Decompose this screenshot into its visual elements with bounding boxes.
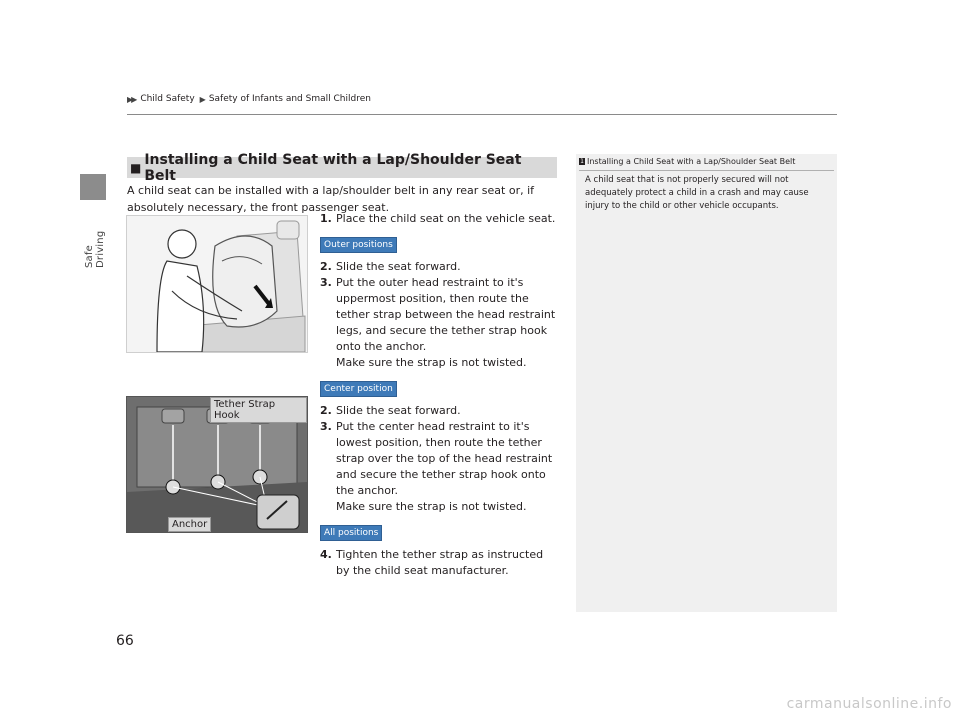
step-2-center	[320, 403, 560, 419]
breadcrumb-item-infants[interactable]: Safety of Infants and Small Children	[208, 94, 371, 104]
sidebar-label: Safe Driving	[84, 230, 106, 268]
all-positions-tag: All positions	[320, 525, 382, 541]
breadcrumb-item-child-safety[interactable]: Child Safety	[140, 94, 195, 104]
note-body: A child seat that is not properly secured will not adequately protect a child in a crash and may cause injury to the child or other vehicle occupants.	[585, 175, 809, 211]
watermark: carmanualsonline.info	[786, 696, 952, 712]
callout-tether-strap-hook: Tether Strap Hook	[210, 397, 307, 423]
breadcrumb-arrow-icon: ▶▶	[127, 94, 136, 104]
intro-paragraph: A child seat can be installed with a lap/shoulder belt in any rear seat or, if absolutely necessary, the front passenger seat.	[127, 184, 535, 214]
breadcrumb	[127, 94, 371, 104]
step-text: Place the child seat on the vehicle seat.	[336, 212, 556, 225]
section-square-icon: ■	[130, 160, 142, 175]
note-title-text[interactable]: Installing a Child Seat with a Lap/Shoulder Seat Belt	[587, 157, 796, 166]
note-reference-icon: 1	[580, 158, 584, 165]
note-title	[579, 157, 834, 166]
step-4	[320, 547, 560, 579]
section-title: Installing a Child Seat with a Lap/Shoulder Seat Belt	[144, 151, 522, 184]
step-number: 4.	[320, 548, 332, 561]
step-text	[336, 419, 560, 515]
callout-anchor: Anchor	[168, 517, 211, 532]
step-text	[336, 275, 560, 371]
step-number: 2.	[320, 404, 332, 417]
step-text-main: Put the outer head restraint to it's uppermost position, then route the tether strap between the head restraint legs, and secure the tether strap hook onto the anchor.	[336, 276, 556, 353]
child-seat-installation-illustration	[126, 215, 308, 353]
step-text: Slide the seat forward.	[336, 404, 461, 417]
step-note: Make sure the strap is not twisted.	[336, 356, 527, 369]
step-number: 2.	[320, 260, 332, 273]
step-note: Make sure the strap is not twisted.	[336, 500, 527, 513]
note-panel	[576, 154, 837, 612]
step-number: 3.	[320, 420, 332, 433]
step-2-outer	[320, 259, 560, 275]
step-number: 1.	[320, 212, 332, 225]
page-number: 66	[116, 633, 134, 649]
steps-list	[320, 211, 560, 579]
section-header	[127, 151, 557, 184]
step-text: Slide the seat forward.	[336, 260, 461, 273]
header-divider	[127, 114, 837, 115]
step-number: 3.	[320, 276, 332, 289]
step-text: Tighten the tether strap as instructed by the child seat manufacturer.	[336, 548, 544, 577]
step-3-center	[320, 419, 560, 515]
center-position-tag: Center position	[320, 381, 397, 397]
step-3-outer	[320, 275, 560, 371]
outer-positions-tag: Outer positions	[320, 237, 397, 253]
breadcrumb-arrow-icon: ▶	[199, 94, 204, 104]
note-divider	[579, 170, 834, 171]
sidebar-tab	[80, 174, 106, 200]
step-1	[320, 211, 560, 227]
step-text-main: Put the center head restraint to it's lowest position, then route the tether strap over the top of the head restraint and secure the tether strap hook onto the anchor.	[336, 420, 553, 497]
tether-anchor-illustration	[126, 396, 308, 533]
